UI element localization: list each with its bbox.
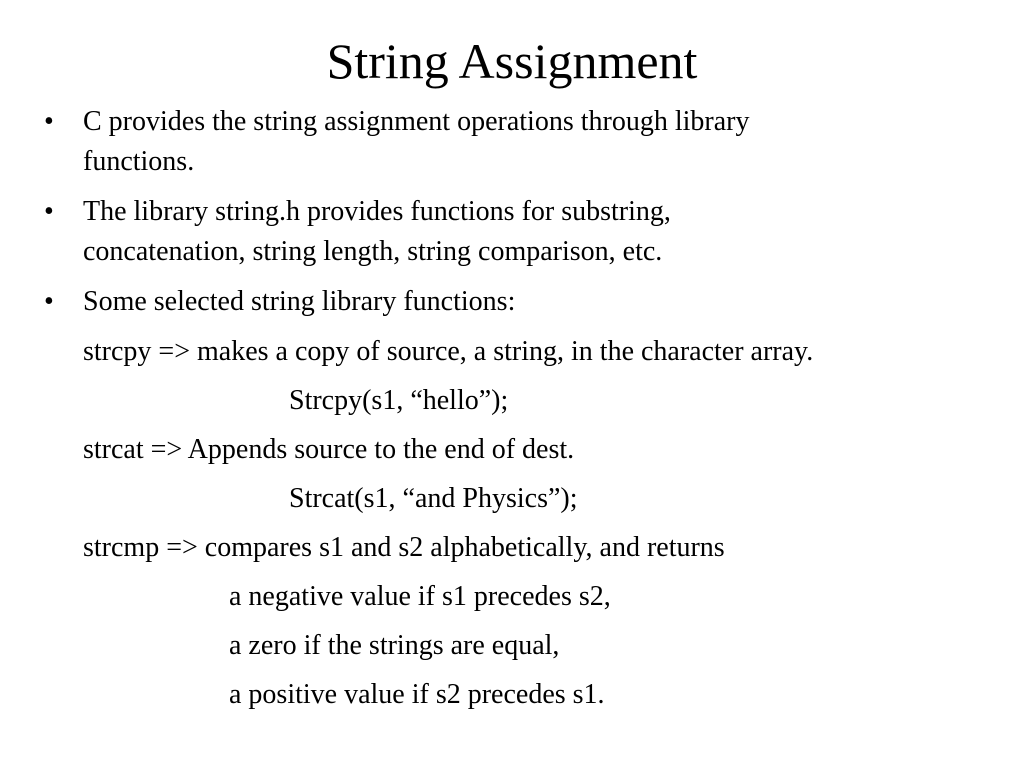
bullet-2-line-2: concatenation, string length, string comparison, etc.: [83, 236, 663, 267]
slide-title: String Assignment: [326, 33, 698, 89]
strcmp-description: strcmp => compares s1 and s2 alphabetically, and returns: [83, 532, 725, 563]
bullet-2-line-1: The library string.h provides functions for substring,: [83, 196, 671, 227]
bullet-1-line-2: functions.: [83, 146, 195, 177]
strcpy-description: strcpy => makes a copy of source, a string, in the character array.: [83, 336, 814, 367]
strcat-example: Strcat(s1, “and Physics”);: [289, 483, 578, 514]
bullet-marker: •: [44, 196, 54, 227]
strcmp-zero: a zero if the strings are equal,: [229, 630, 560, 661]
strcmp-negative: a negative value if s1 precedes s2,: [229, 581, 611, 612]
bullet-1-line-1: C provides the string assignment operations through library: [83, 106, 750, 137]
strcpy-example: Strcpy(s1, “hello”);: [289, 385, 509, 416]
bullet-marker: •: [44, 286, 54, 317]
strcat-description: strcat => Appends source to the end of dest.: [83, 434, 575, 465]
bullet-3-line-1: Some selected string library functions:: [83, 286, 516, 317]
bullet-marker: •: [44, 106, 54, 137]
strcmp-positive: a positive value if s2 precedes s1.: [229, 679, 605, 710]
